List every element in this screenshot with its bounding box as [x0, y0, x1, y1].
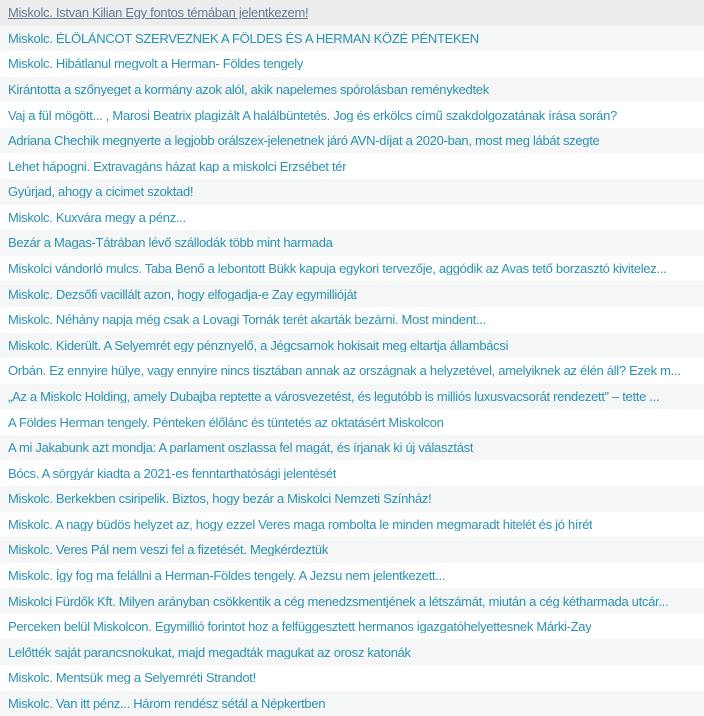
list-item[interactable]: [0, 307, 704, 333]
headline-link[interactable]: Miskolc. ÉLŐLÁNCOT SZERVEZNEK A FÖLDES ÉS A HERMAN KÖZÉ PÉNTEKEN: [8, 31, 479, 45]
headline-link[interactable]: „Az a Miskolc Holding, amely Dubajba reptette a városvezetést, és legutóbb is milliós luxusvacsorát rendezett” – tette ...: [8, 389, 660, 403]
headline-link[interactable]: Miskolc. Hibátlanul megvolt a Herman- Földes tengely: [8, 57, 304, 71]
list-item[interactable]: [0, 179, 704, 205]
list-item[interactable]: [0, 230, 704, 256]
headline-link[interactable]: Miskolc. Néhány napja még csak a Lovagi Tornák terét akarták bezárni. Most mindent...: [8, 313, 486, 327]
list-item[interactable]: [0, 128, 704, 154]
headline-link[interactable]: Miskolc. Istvan Kilian Egy fontos témában jelentkezem!: [8, 6, 309, 20]
list-item[interactable]: [0, 435, 704, 461]
headline-link[interactable]: Miskolc. Így fog ma felállni a Herman-Földes tengely. A Jezsu nem jelentkezett...: [8, 569, 446, 582]
list-item[interactable]: [0, 460, 704, 486]
headline-link[interactable]: Lelőtték saját parancsnokukat, majd megadták magukat az orosz katonák: [8, 645, 411, 659]
headline-link[interactable]: Miskolc. Kuxvára megy a pénz...: [8, 210, 186, 224]
headline-link[interactable]: Miskolc. Van itt pénz... Három rendész sétál a Népkertben: [8, 696, 326, 710]
list-item[interactable]: [0, 537, 704, 563]
headline-link[interactable]: Miskolci Fürdők Kft. Milyen arányban csökkentik a cég menedzsmentjének a létszámát, miután a cég kétharmada utcár...: [8, 594, 669, 608]
headline-link[interactable]: Miskolc. Veres Pál nem veszi fel a fizetését. Megkérdeztük: [8, 543, 329, 557]
list-item[interactable]: [0, 384, 704, 410]
headline-link[interactable]: Miskolc. Kiderült. A Selyemrét egy pénznyelő, a Jégcsarnok hokisait meg eltartja állambácsi: [8, 338, 509, 352]
list-item[interactable]: [0, 665, 704, 691]
list-item[interactable]: [0, 639, 704, 665]
headline-link[interactable]: Lehet hápogni. Extravagáns házat kap a miskolci Erzsébet tér: [8, 159, 347, 173]
list-item[interactable]: [0, 486, 704, 512]
headline-link[interactable]: A Földes Herman tengely. Pénteken élőlánc és tüntetés az oktatásért Miskolcon: [8, 415, 444, 429]
headline-link[interactable]: Adriana Chechik megnyerte a legjobb orálszex-jelenetnek járó AVN-díjat a 2020-ban, most meg lábát szegte: [8, 134, 600, 148]
headline-link[interactable]: Vaj a fül mögött... , Marosi Beatrix plagizált A halálbüntetés. Jog és erkölcs című szakdolgozatának írása során?: [8, 108, 617, 122]
list-item[interactable]: [0, 691, 704, 716]
list-item[interactable]: [0, 512, 704, 538]
list-item[interactable]: [0, 153, 704, 179]
headline-link[interactable]: Gyúrjad, ahogy a cicimet szoktad!: [8, 185, 194, 199]
list-item[interactable]: [0, 614, 704, 640]
list-item[interactable]: [0, 281, 704, 307]
list-item[interactable]: [0, 256, 704, 282]
headline-link[interactable]: Miskolc. Mentsük meg a Selyemréti Strandot!: [8, 671, 256, 685]
headline-link[interactable]: Miskolc. Dezsőfi vacillált azon, hogy elfogadja-e Zay egymillióját: [8, 287, 357, 301]
headline-link[interactable]: Miskolc. Berkekben csiripelik. Biztos, hogy bezár a Miskolci Nemzeti Színház!: [8, 492, 432, 506]
list-item[interactable]: [0, 205, 704, 231]
headline-link[interactable]: Miskolc. A nagy büdös helyzet az, hogy ezzel Veres maga rombolta le minden megmaradt hitelét és jó hírét: [8, 517, 593, 531]
headline-link[interactable]: Bezár a Magas-Tátrában lévő szállodák több mint harmada: [8, 236, 333, 250]
list-item[interactable]: [0, 0, 704, 26]
list-item[interactable]: [0, 588, 704, 614]
headline-link[interactable]: Bócs. A sörgyár kiadta a 2021-es fenntarthatósági jelentését: [8, 466, 337, 480]
list-item[interactable]: [0, 409, 704, 435]
headline-link[interactable]: Kirántotta a szőnyeget a kormány azok alól, akik napelemes spórolásban reménykedtek: [8, 83, 489, 97]
list-item[interactable]: [0, 77, 704, 103]
list-item[interactable]: [0, 563, 704, 589]
headline-link[interactable]: Orbán. Ez ennyire hülye, vagy ennyire nincs tisztában annak az országnak a helyzetével, amelyiknek az élén áll? Ezek m...: [8, 364, 681, 378]
list-item[interactable]: [0, 333, 704, 359]
list-item[interactable]: [0, 51, 704, 77]
list-item[interactable]: [0, 26, 704, 52]
headline-link[interactable]: Perceken belül Miskolcon. Egymillió forintot hoz a felfüggesztett hermanos igazgatóhelyettesnek Márki-Zay: [8, 620, 592, 634]
headline-link[interactable]: Miskolci vándorló mulcs. Taba Benő a lebontott Bükk kapuja egykori tervezője, aggódik az Avas tető borzasztó kivitelez...: [8, 262, 667, 276]
headline-link[interactable]: A mi Jakabunk azt mondja: A parlament oszlassa fel magát, és írjanak ki új választást: [8, 441, 474, 455]
list-item[interactable]: [0, 358, 704, 384]
list-item[interactable]: [0, 102, 704, 128]
